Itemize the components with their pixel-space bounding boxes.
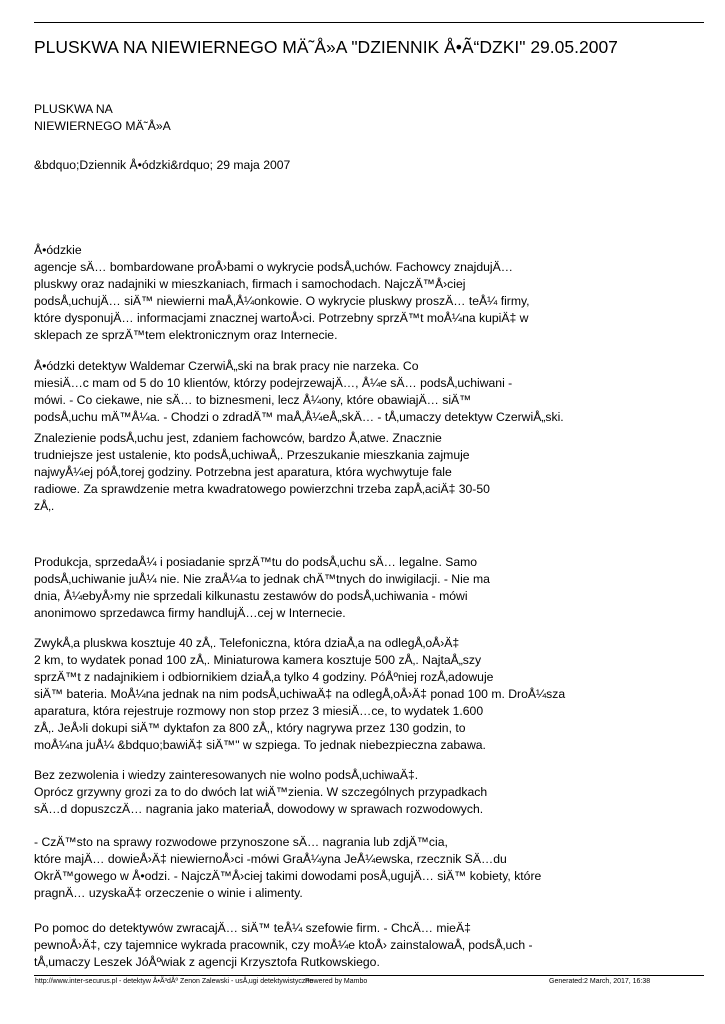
footer-powered-by: Powered by Mambo bbox=[305, 978, 368, 985]
paragraph-line: Å•ódzkie bbox=[34, 243, 82, 257]
paragraph-line: miesiÄ…c mam od 5 do 10 klientów, którzy podejrzewajÄ…, Å¼e sÄ… podsÅ‚uchiwani - bbox=[34, 376, 513, 390]
paragraph-line: dnia, Å¼ebyÅ›my nie sprzedali kilkunastu zestawów do podsÅ‚uchiwania - mówi bbox=[34, 589, 468, 603]
paragraph-line: moÅ¼na juÅ¼ &bdquo;bawiÄ‡ siÄ™" w szpiega. To jednak niebezpieczna zabawa. bbox=[34, 738, 486, 752]
paragraph-line: 2 km, to wydatek ponad 100 zÅ‚. Miniaturowa kamera kosztuje 500 zÅ‚. NajtaÅ„szy bbox=[34, 653, 482, 667]
top-divider bbox=[34, 22, 704, 23]
paragraph-line: podsÅ‚uchiwanie juÅ¼ nie. Nie zraÅ¼a to jednak chÄ™tnych do inwigilacji. - Nie ma bbox=[34, 572, 490, 586]
paragraph-line: pluskwy oraz nadajniki w mieszkaniach, firmach i samochodach. NajczÄ™Å›ciej bbox=[34, 277, 466, 291]
paragraph-4 bbox=[34, 358, 564, 426]
paragraph-line: Po pomoc do detektywów zwracajÄ… siÄ™ teÅ¼ szefowie firm. - ChcÄ… mieÄ‡ bbox=[34, 921, 471, 935]
paragraph-line: mówi. - Co ciekawe, nie sÄ… to biznesmeni, lecz Å¼ony, które obawiajÄ… siÄ™ bbox=[34, 393, 472, 407]
paragraph-line: które dysponujÄ… informacjami znacznej wartoÅ›ci. Potrzebny sprzÄ™t moÅ¼na kupiÄ‡ w bbox=[34, 311, 529, 325]
paragraph-line: agencje sÄ… bombardowane proÅ›bami o wykrycie podsÅ‚uchów. Fachowcy znajdujÄ… bbox=[34, 260, 513, 274]
paragraph-line: trudniejsze jest ustalenie, kto podsÅ‚uchiwaÅ‚. Przeszukanie mieszkania zajmuje bbox=[34, 448, 470, 462]
paragraph-9 bbox=[34, 834, 554, 902]
paragraph-line: &bdquo;Dziennik Å•ódzki&rdquo; 29 maja 2007 bbox=[34, 158, 291, 172]
paragraph-line: sklepach ze sprzÄ™tem elektronicznym oraz Internecie. bbox=[34, 328, 338, 342]
paragraph-line: tÅ‚umaczy Leszek JóÅºwiak z agencji Krzysztofa Rutkowskiego. bbox=[34, 955, 380, 969]
paragraph-line: Znalezienie podsÅ‚uchu jest, zdaniem fachowców, bardzo Å‚atwe. Znacznie bbox=[34, 431, 442, 445]
page-title: PLUSKWA NA NIEWIERNEGO MÄ˜Å»A "DZIENNIK Å•Ã“DZKI" 29.05.2007 bbox=[34, 37, 618, 57]
paragraph-line: pewnoÅ›Ä‡, czy tajemnice wykrada pracownik, czy moÅ¼e ktoÅ› zainstalowaÅ‚ podsÅ‚uch - bbox=[34, 938, 533, 952]
paragraph-line: OkrÄ™gowego w Å•odzi. - NajczÄ™Å›ciej takimi dowodami posÅ‚ugujÄ… siÄ™ kobiety, które bbox=[34, 869, 542, 883]
paragraph-3 bbox=[34, 242, 554, 344]
paragraph-line: które majÄ… dowieÅ›Ä‡ niewiernoÅ›ci -mówi GraÅ¼yna JeÅ¼ewska, rzecznik SÄ…du bbox=[34, 852, 507, 866]
paragraph-7 bbox=[34, 635, 566, 754]
paragraph-line: anonimowo sprzedawca firmy handlujÄ…cej w Internecie. bbox=[34, 606, 346, 620]
paragraph-line: Å•ódzki detektyw Waldemar CzerwiÅ„ski na brak pracy nie narzeka. Co bbox=[34, 359, 419, 373]
paragraph-6 bbox=[34, 554, 554, 622]
paragraph-line: zÅ‚. JeÅ›li dokupi siÄ™ dyktafon za 800 zÅ‚, który nagrywa przez 130 godzin, to bbox=[34, 721, 466, 735]
paragraph-line: PLUSKWA NA bbox=[34, 102, 113, 116]
paragraph-line: sÄ…d dopuszczÄ… nagrania jako materiaÅ‚ dowodowy w sprawach rozwodowych. bbox=[34, 802, 484, 816]
paragraph-line: NIEWIERNEGO MÄ˜Å»A bbox=[34, 119, 171, 133]
paragraph-line: podsÅ‚uchujÄ… siÄ™ niewierni maÅ‚Å¼onkowie. O wykrycie pluskwy proszÄ… teÅ¼ firmy, bbox=[34, 294, 530, 308]
paragraph-line: siÄ™ bateria. MoÅ¼na jednak na nim podsÅ‚uchiwaÄ‡ na odlegÅ‚oÅ›Ä‡ ponad 100 m. DroÅ¼sza bbox=[34, 687, 566, 701]
footer-source-url[interactable]: http://www.inter-securus.pl - detektyw Å•Ã³dÅº Zenon Zalewski - usÅ‚ugi detektywistyczne bbox=[35, 978, 314, 985]
paragraph-line: najwyÅ¼ej póÅ‚torej godziny. Potrzebna jest aparatura, która wychwytuje fale bbox=[34, 465, 452, 479]
bottom-divider bbox=[34, 975, 704, 976]
paragraph-line: radiowe. Za sprawdzenie metra kwadratowego powierzchni trzeba zapÅ‚aciÄ‡ 30-50 bbox=[34, 482, 490, 496]
paragraph-line: pragnÄ… uzyskaÄ‡ orzeczenie o winie i alimenty. bbox=[34, 886, 303, 900]
paragraph-5 bbox=[34, 430, 554, 515]
paragraph-line: ZwykÅ‚a pluskwa kosztuje 40 zÅ‚. Telefoniczna, która dziaÅ‚a na odlegÅ‚oÅ›Ä‡ bbox=[34, 636, 460, 650]
paragraph-line: aparatura, która rejestruje rozmowy non stop przez 3 miesiÄ…ce, to wydatek 1.600 bbox=[34, 704, 484, 718]
paragraph-8 bbox=[34, 767, 554, 818]
paragraph-line: Produkcja, sprzedaÅ¼ i posiadanie sprzÄ™tu do podsÅ‚uchu sÄ… legalne. Samo bbox=[34, 555, 478, 569]
paragraph-line: sprzÄ™t z nadajnikiem i odbiornikiem dziaÅ‚a tylko 4 godziny. PóÅºniej rozÅ‚adowuje bbox=[34, 670, 494, 684]
paragraph-1 bbox=[34, 101, 554, 135]
paragraph-line: zÅ‚. bbox=[34, 499, 55, 513]
footer-generated-date: Generated:2 March, 2017, 16:38 bbox=[549, 978, 651, 985]
paragraph-2 bbox=[34, 157, 554, 174]
paragraph-line: - CzÄ™sto na sprawy rozwodowe przynoszone sÄ… nagrania lub zdjÄ™cia, bbox=[34, 835, 448, 849]
paragraph-line: podsÅ‚uchu mÄ™Å¼a. - Chodzi o zdradÄ™ maÅ‚Å¼eÅ„skÄ… - tÅ‚umaczy detektyw CzerwiÅ„ski. bbox=[34, 410, 564, 424]
paragraph-line: Oprócz grzywny grozi za to do dwóch lat wiÄ™zienia. W szczególnych przypadkach bbox=[34, 785, 488, 799]
paragraph-10 bbox=[34, 920, 554, 971]
paragraph-line: Bez zezwolenia i wiedzy zainteresowanych nie wolno podsÅ‚uchiwaÄ‡. bbox=[34, 768, 419, 782]
